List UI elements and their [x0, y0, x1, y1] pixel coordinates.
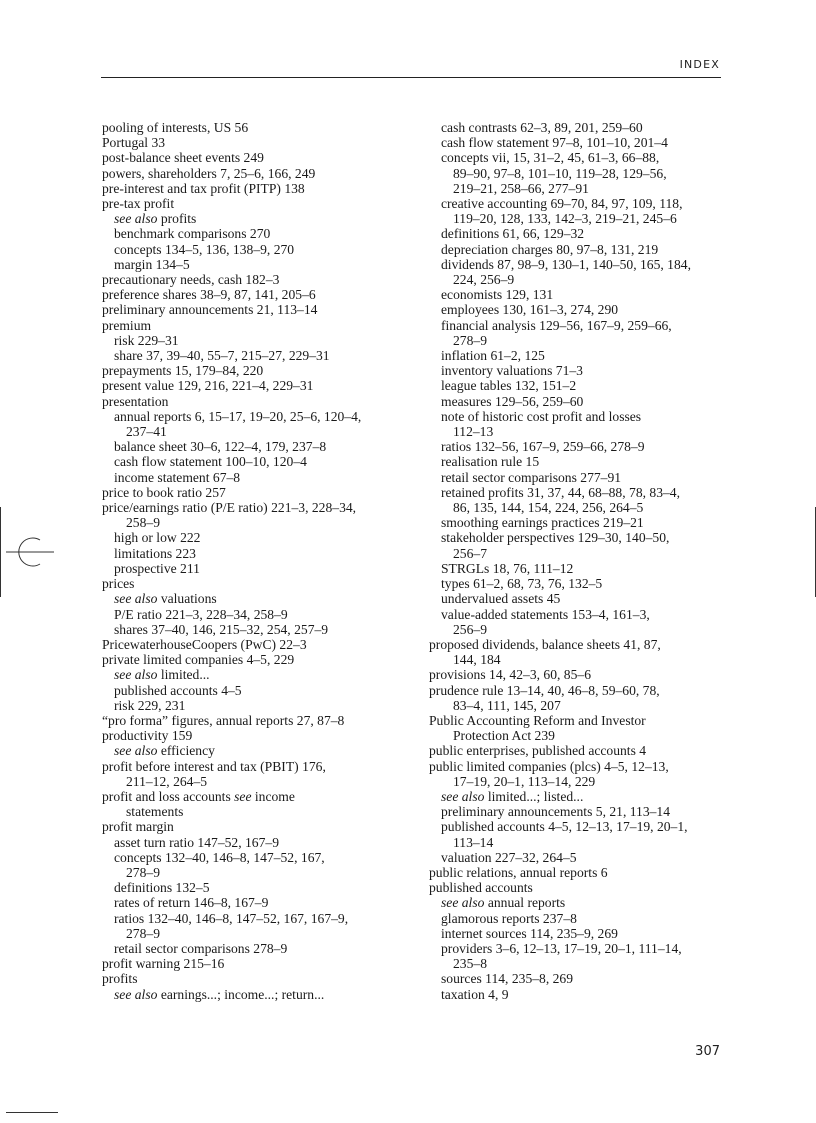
- index-right-entry: smoothing earnings practices 219–21: [441, 515, 644, 531]
- index-right-entry: 17–19, 20–1, 113–14, 229: [453, 773, 596, 789]
- index-right-entry: published accounts: [429, 880, 533, 896]
- index-column-left: [102, 120, 412, 1002]
- index-left-entry: pooling of interests, US 56: [102, 120, 249, 135]
- index-right-entry: value-added statements 153–4, 161–3,: [441, 606, 650, 622]
- index-right-entry: Public Accounting Reform and Investor: [429, 712, 646, 728]
- index-left-entry: price to book ratio 257: [102, 484, 226, 500]
- running-head: INDEX: [679, 58, 720, 71]
- index-left-entry: preliminary announcements 21, 113–14: [102, 302, 318, 318]
- index-left-entry: 211–12, 264–5: [126, 773, 208, 789]
- index-left-entry: profit warning 215–16: [102, 956, 225, 972]
- index-left-entry: balance sheet 30–6, 122–4, 179, 237–8: [114, 439, 327, 455]
- index-right-entry: see also limited...; listed...: [441, 788, 584, 804]
- index-right-entry: proposed dividends, balance sheets 41, 87,: [429, 636, 661, 652]
- header-rule: [101, 77, 721, 78]
- index-right-entry: 144, 184: [453, 652, 501, 668]
- index-right-entry: inventory valuations 71–3: [441, 363, 583, 379]
- index-left-entry: risk 229–31: [114, 332, 179, 348]
- index-right-entry: realisation rule 15: [441, 454, 540, 470]
- index-left-entry: productivity 159: [102, 728, 193, 744]
- index-left-entry: ratios 132–40, 146–8, 147–52, 167, 167–9,: [114, 910, 349, 926]
- index-right-entry: provisions 14, 42–3, 60, 85–6: [429, 667, 591, 683]
- index-left-entry: rates of return 146–8, 167–9: [114, 895, 269, 911]
- index-left-entry: 258–9: [126, 515, 160, 531]
- page-number: 307: [695, 1044, 720, 1059]
- index-left-entry: income statement 67–8: [114, 469, 241, 485]
- index-right-entry: retail sector comparisons 277–91: [441, 469, 622, 485]
- index-right-entry: public limited companies (plcs) 4–5, 12–13,: [429, 758, 669, 774]
- index-right-entry: 83–4, 111, 145, 207: [453, 697, 561, 713]
- index-left-entry: benchmark comparisons 270: [114, 226, 271, 242]
- index-left-entry: prospective 211: [114, 560, 200, 576]
- index-left-entry: profit and loss accounts see income: [102, 788, 295, 804]
- index-left-entry: see also earnings...; income...; return...: [114, 986, 325, 1002]
- index-left-entry: concepts 132–40, 146–8, 147–52, 167,: [114, 849, 325, 865]
- index-right-entry: ratios 132–56, 167–9, 259–66, 278–9: [441, 439, 645, 455]
- index-left-entry: see also profits: [114, 211, 197, 227]
- index-right-entry: 86, 135, 144, 154, 224, 256, 264–5: [453, 500, 644, 516]
- index-right-entry: taxation 4, 9: [441, 986, 509, 1002]
- index-left-entry: definitions 132–5: [114, 880, 210, 896]
- index-left-entry: shares 37–40, 146, 215–32, 254, 257–9: [114, 621, 329, 637]
- index-left-entry: precautionary needs, cash 182–3: [102, 272, 280, 288]
- index-right-entry: public relations, annual reports 6: [429, 864, 608, 880]
- index-left-entry: profit before interest and tax (PBIT) 176,: [102, 758, 326, 774]
- index-right-entry: published accounts 4–5, 12–13, 17–19, 20–1,: [441, 819, 688, 835]
- index-left-entry: annual reports 6, 15–17, 19–20, 25–6, 120–4,: [114, 408, 362, 424]
- index-left-entry: Portugal 33: [102, 135, 166, 151]
- index-left-entry: prepayments 15, 179–84, 220: [102, 363, 264, 379]
- index-right-entry: 256–7: [453, 545, 487, 561]
- index-left-entry: cash flow statement 100–10, 120–4: [114, 454, 307, 470]
- index-right-entry: 89–90, 97–8, 101–10, 119–28, 129–56,: [453, 165, 667, 181]
- index-left-entry: preference shares 38–9, 87, 141, 205–6: [102, 287, 316, 303]
- index-left-entry: powers, shareholders 7, 25–6, 166, 249: [102, 165, 316, 181]
- index-left-entry: PricewaterhouseCoopers (PwC) 22–3: [102, 636, 307, 652]
- index-right-entry: prudence rule 13–14, 40, 46–8, 59–60, 78,: [429, 682, 660, 698]
- index-right-entry: 112–13: [453, 424, 494, 440]
- index-left-entry: see also limited...: [114, 667, 210, 683]
- index-left-entry: private limited companies 4–5, 229: [102, 652, 295, 668]
- index-right-entry: 219–21, 258–66, 277–91: [453, 180, 589, 196]
- index-left-entry: 278–9: [126, 925, 160, 941]
- index-right-entry: Protection Act 239: [453, 728, 555, 744]
- index-left-entry: pre-tax profit: [102, 196, 175, 212]
- index-right-entry: creative accounting 69–70, 84, 97, 109, 118,: [441, 196, 683, 212]
- index-left-entry: risk 229, 231: [114, 697, 186, 713]
- index-left-entry: see also valuations: [114, 591, 217, 607]
- index-left-entry: 278–9: [126, 864, 160, 880]
- index-right-entry: retained profits 31, 37, 44, 68–88, 78, 83–4,: [441, 484, 680, 500]
- index-left-entry: concepts 134–5, 136, 138–9, 270: [114, 241, 295, 257]
- registration-mark-icon: [0, 530, 60, 574]
- index-left-entry: presentation: [102, 393, 169, 409]
- index-left-entry: published accounts 4–5: [114, 682, 242, 698]
- index-left-entry: prices: [102, 576, 135, 592]
- index-left-entry: retail sector comparisons 278–9: [114, 940, 288, 956]
- index-left-entry: see also efficiency: [114, 743, 215, 759]
- index-right-entry: 235–8: [453, 956, 487, 972]
- index-left-entry: 237–41: [126, 424, 167, 440]
- index-right-entry: dividends 87, 98–9, 130–1, 140–50, 165, 184,: [441, 256, 691, 272]
- index-left-entry: profits: [102, 971, 138, 987]
- index-left-entry: post-balance sheet events 249: [102, 150, 264, 166]
- index-right-entry: definitions 61, 66, 129–32: [441, 226, 585, 242]
- index-left-entry: profit margin: [102, 819, 174, 835]
- index-right-entry: 278–9: [453, 332, 487, 348]
- index-left-entry: price/earnings ratio (P/E ratio) 221–3, 228–34,: [102, 500, 357, 516]
- index-right-entry: concepts vii, 15, 31–2, 45, 61–3, 66–88,: [441, 150, 660, 166]
- index-right-entry: stakeholder perspectives 129–30, 140–50,: [441, 530, 670, 546]
- index-right-entry: economists 129, 131: [441, 287, 554, 303]
- index-left-entry: share 37, 39–40, 55–7, 215–27, 229–31: [114, 348, 330, 364]
- crop-mark-bottom-left: [6, 1112, 58, 1113]
- index-right-entry: financial analysis 129–56, 167–9, 259–66,: [441, 317, 672, 333]
- index-left-entry: high or low 222: [114, 530, 201, 546]
- index-right-entry: 224, 256–9: [453, 272, 515, 288]
- index-right-entry: inflation 61–2, 125: [441, 348, 545, 364]
- index-right-entry: cash flow statement 97–8, 101–10, 201–4: [441, 135, 668, 151]
- index-right-entry: sources 114, 235–8, 269: [441, 971, 574, 987]
- index-right-entry: league tables 132, 151–2: [441, 378, 577, 394]
- index-right-entry: see also annual reports: [441, 895, 566, 911]
- index-right-entry: STRGLs 18, 76, 111–12: [441, 560, 574, 576]
- index-right-entry: internet sources 114, 235–9, 269: [441, 925, 618, 941]
- index-right-entry: providers 3–6, 12–13, 17–19, 20–1, 111–14,: [441, 940, 682, 956]
- index-left-entry: asset turn ratio 147–52, 167–9: [114, 834, 279, 850]
- index-left-entry: “pro forma” figures, annual reports 27, 87–8: [102, 712, 345, 728]
- index-right-entry: types 61–2, 68, 73, 76, 132–5: [441, 576, 603, 592]
- index-left-entry: margin 134–5: [114, 256, 190, 272]
- index-right-entry: 119–20, 128, 133, 142–3, 219–21, 245–6: [453, 211, 677, 227]
- index-right-entry: cash contrasts 62–3, 89, 201, 259–60: [441, 120, 643, 135]
- index-left-entry: present value 129, 216, 221–4, 229–31: [102, 378, 314, 394]
- index-right-entry: measures 129–56, 259–60: [441, 393, 584, 409]
- index-right-entry: public enterprises, published accounts 4: [429, 743, 647, 759]
- index-right-entry: 256–9: [453, 621, 487, 637]
- index-right-entry: valuation 227–32, 264–5: [441, 849, 577, 865]
- index-left-entry: P/E ratio 221–3, 228–34, 258–9: [114, 606, 288, 622]
- index-column-right: [429, 120, 729, 1002]
- index-right-entry: depreciation charges 80, 97–8, 131, 219: [441, 241, 659, 257]
- index-right-entry: 113–14: [453, 834, 494, 850]
- index-right-entry: undervalued assets 45: [441, 591, 561, 607]
- index-left-entry: limitations 223: [114, 545, 196, 561]
- index-right-entry: note of historic cost profit and losses: [441, 408, 642, 424]
- index-right-entry: employees 130, 161–3, 274, 290: [441, 302, 619, 318]
- index-right-entry: glamorous reports 237–8: [441, 910, 577, 926]
- index-right-entry: preliminary announcements 5, 21, 113–14: [441, 804, 671, 820]
- index-left-entry: pre-interest and tax profit (PITP) 138: [102, 180, 305, 196]
- index-left-entry: statements: [126, 804, 184, 820]
- index-left-entry: premium: [102, 317, 152, 333]
